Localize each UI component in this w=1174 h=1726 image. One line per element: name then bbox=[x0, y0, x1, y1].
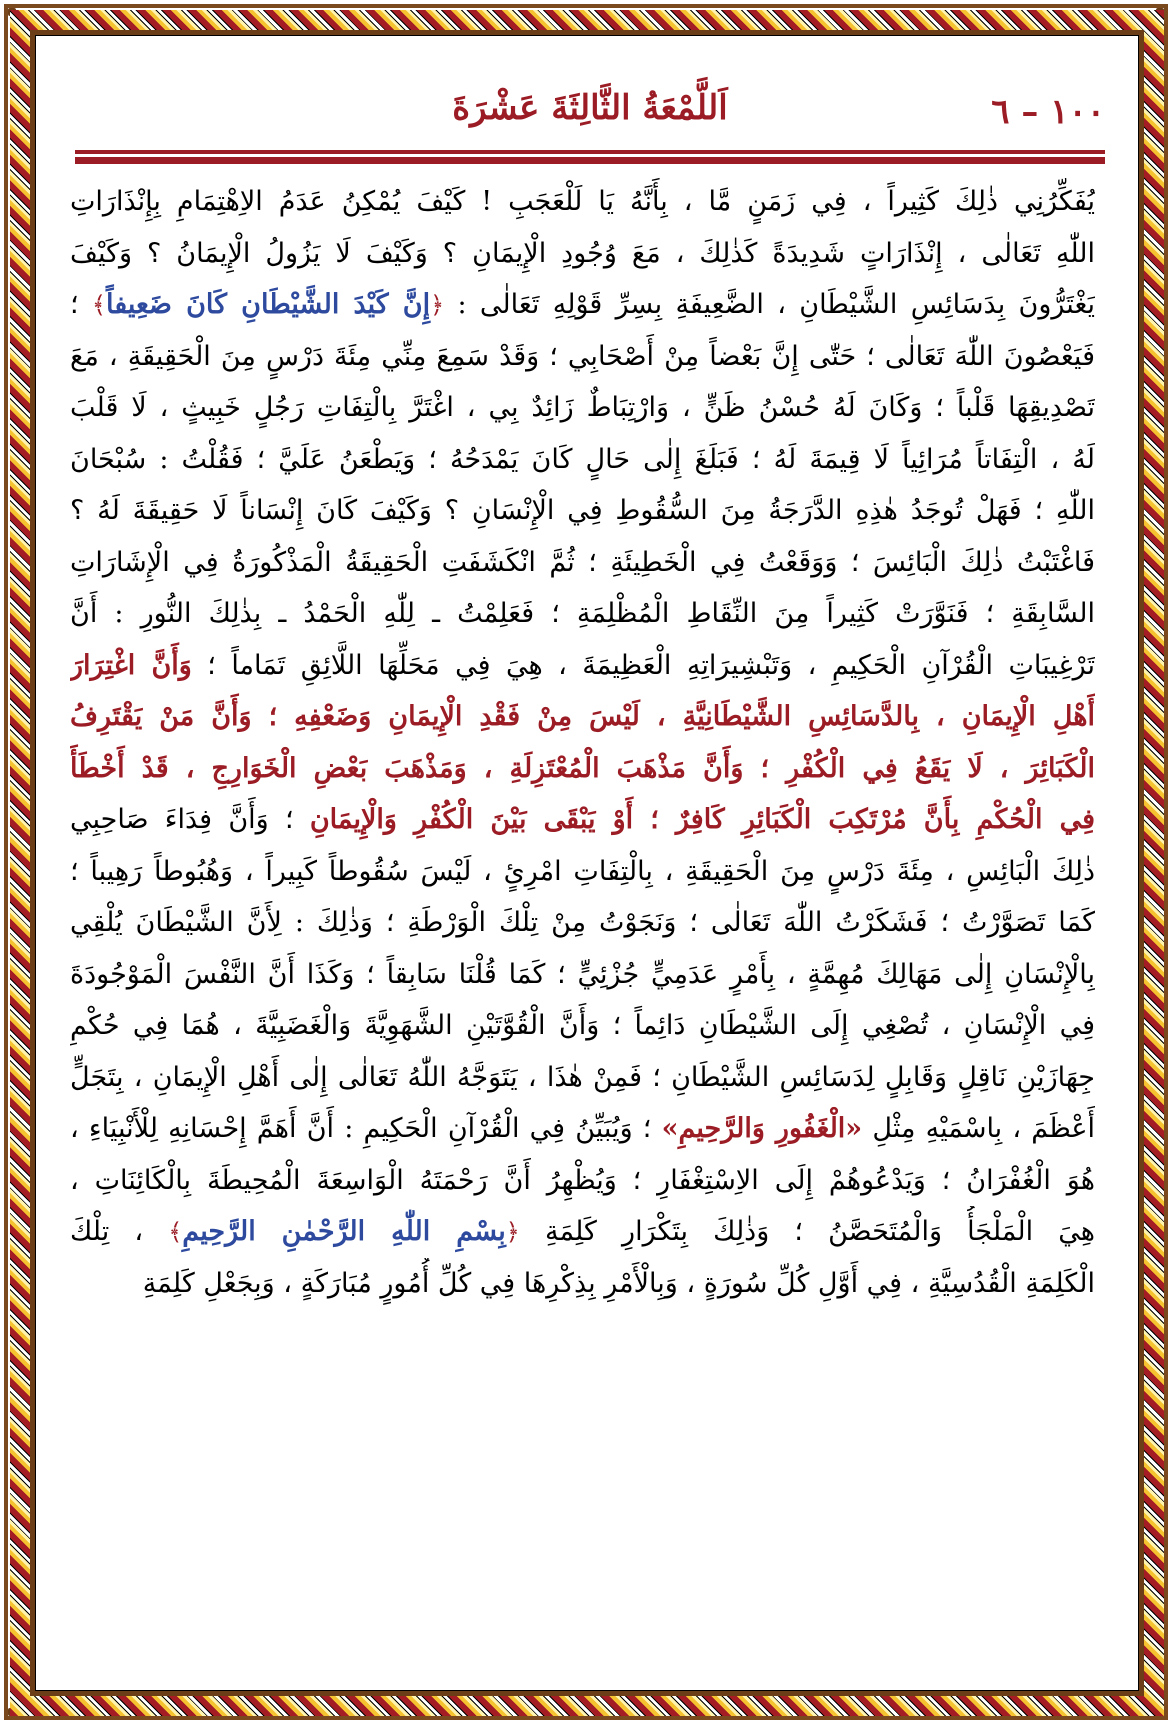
text-line bbox=[70, 691, 1095, 743]
text-line bbox=[70, 1000, 1095, 1052]
text-line bbox=[70, 1258, 1095, 1310]
text-run: تَصْدِيقِهَا قَلْباً ؛ وَكَانَ لَهُ حُسْنُ ظَنٍّ ، وَارْتِبَاطٌ زَائِدٌ بِي ، اغْتَرَّ بِالْتِفَاتِ رَجُلٍ خَبِيثٍ ، لَا قَلْبَ bbox=[70, 392, 1095, 423]
text-line bbox=[70, 331, 1095, 383]
text-line bbox=[70, 588, 1095, 640]
page-number: ١٠٠ – ٦ bbox=[991, 92, 1105, 132]
emphasis-red-run: وَأَنَّ اغْتِرَارَ bbox=[70, 649, 192, 681]
text-run: ؛ وَيُبَيِّنُ فِي الْقُرْآنِ الْحَكِيمِ : أَنَّ أَهَمَّ إِحْسَانِهِ لِلْأَنْبِيَاءِ ، bbox=[70, 1113, 662, 1144]
text-line bbox=[70, 794, 1095, 846]
text-run: أَعْظَمَ ، بِاسْمَيْهِ مِثْلِ bbox=[862, 1113, 1095, 1144]
text-run: كَمَا تَصَوَّرْتُ ؛ فَشَكَرْتُ اللّٰهَ تَعَالٰى ؛ وَنَجَوْتُ مِنْ تِلْكَ الْوَرْطَةِ ؛ وَذٰلِكَ : لِأَنَّ الشَّيْطَانَ يُلْقِي bbox=[70, 907, 1095, 938]
text-run: اللّٰهِ ؛ فَهَلْ تُوجَدُ هٰذِهِ الدَّرَجَةُ مِنَ السُّقُوطِ فِي الْإِنْسَانِ ؟ وَكَيْفَ كَانَ إِنْسَاناً لَا حَقِيقَةَ لَهُ ؟ bbox=[70, 495, 1095, 526]
text-line bbox=[70, 176, 1095, 228]
emphasis-red-run: «الْغَفُورِ وَالرَّحِيمِ» bbox=[661, 1113, 863, 1144]
text-run: ؛ وَأَنَّ فِدَاءَ صَاحِبِي bbox=[70, 804, 310, 835]
text-run: ذٰلِكَ الْبَائِسِ ، مِئَةَ دَرْسٍ مِنَ الْحَقِيقَةِ ، بِالْتِفَاتِ امْرِئٍ ، لَيْسَ سُقُوطاً كَبِيراً ، وَهُبُوطاً رَهِيباً ؛ bbox=[70, 855, 1095, 887]
basmala-run: بِسْمِ اللّٰهِ الرَّحْمٰنِ الرَّحِيمِ bbox=[182, 1216, 506, 1247]
text-line bbox=[70, 897, 1095, 949]
page-header bbox=[75, 88, 1105, 144]
text-run: ، تِلْكَ bbox=[70, 1216, 169, 1247]
text-line bbox=[70, 846, 1095, 898]
chapter-title: اَللَّمْعَةُ الثَّالِثَةَ عَشْرَةَ bbox=[452, 88, 728, 128]
text-run: ؛ bbox=[70, 289, 92, 320]
quran-ornament-bracket: ﴾ bbox=[91, 291, 106, 319]
text-run: هِيَ الْمَلْجَأُ وَالْمُتَحَصَّنُ ؛ وَذٰلِكَ بِتَكْرَارِ كَلِمَةِ bbox=[519, 1216, 1095, 1247]
text-run: هُوَ الْغُفْرَانُ ؛ وَيَدْعُوهُمْ إِلَى الاِسْتِغْفَارِ ؛ وَيُظْهِرُ أَنَّ رَحْمَتَهُ الْوَاسِعَةَ الْمُحِيطَةَ بِالْكَائِنَاتِ ، bbox=[70, 1164, 1095, 1196]
text-run: فِي الْإِنْسَانِ ، تُصْغِي إِلَى الشَّيْطَانِ دَائِماً ؛ وَأَنَّ الْقُوَّتَيْنِ الشَّهَوِيَّةَ وَالْغَضَبِيَّةَ ، هُمَا فِي حُكْمِ bbox=[70, 1010, 1095, 1041]
text-run: فَاغْتَبْتُ ذٰلِكَ الْبَائِسَ ؛ وَوَقَعْتُ فِي الْخَطِيئَةِ ؛ ثُمَّ انْكَشَفَتِ الْحَقِيقَةُ الْمَذْكُورَةُ فِي الْإِشَارَاتِ bbox=[70, 546, 1095, 578]
body-text bbox=[70, 176, 1095, 1309]
text-line bbox=[70, 434, 1095, 486]
emphasis-red-run: أَهْلِ الْإِيمَانِ ، بِالدَّسَائِسِ الشَّيْطَانِيَّةِ ، لَيْسَ مِنْ فَقْدِ الْإِيمَانِ وَضَعْفِهِ ؛ وَأَنَّ مَنْ يَقْتَرِفُ bbox=[70, 701, 1095, 732]
text-line bbox=[70, 1103, 1095, 1155]
text-run: يُفَكِّرُنِي ذٰلِكَ كَثِيراً ، فِي زَمَنٍ مَّا ، بِأَنَّهُ يَا لَلْعَجَبِ ! كَيْفَ يُمْكِنُ عَدَمُ الاِهْتِمَامِ بِإِنْذَارَاتِ bbox=[70, 186, 1095, 217]
text-line bbox=[70, 743, 1095, 795]
text-run: السَّابِقَةِ ؛ فَنَوَّرَتْ كَثِيراً مِنَ النِّقَاطِ الْمُظْلِمَةِ ؛ فَعَلِمْتُ ـ لِلّٰهِ الْحَمْدُ ـ بِذٰلِكَ النُّورِ : أَنَّ bbox=[70, 598, 1095, 629]
text-run: الْكَلِمَةِ الْقُدُسِيَّةِ ، فِي أَوَّلِ كُلِّ سُورَةٍ ، وَبِالْأَمْرِ بِذِكْرِهَا فِي كُلِّ أُمُورٍ مُبَارَكَةٍ ، وَبِجَعْلِ كَلِمَةِ bbox=[142, 1267, 1095, 1299]
quran-ornament-bracket: ﴿ bbox=[430, 291, 445, 319]
quran-ornament-bracket: ﴾ bbox=[168, 1218, 183, 1246]
quran-ornament-bracket: ﴿ bbox=[505, 1218, 520, 1246]
text-line bbox=[70, 949, 1095, 1001]
text-line bbox=[70, 1155, 1095, 1207]
quran-verse-run: إِنَّ كَيْدَ الشَّيْطَانِ كَانَ ضَعِيفاً bbox=[105, 289, 431, 320]
text-run: اللّٰهِ تَعَالٰى ، إِنْذَارَاتٍ شَدِيدَةً كَذٰلِكَ ، مَعَ وُجُودِ الْإِيمَانِ ؟ وَكَيْفَ لَا يَزُولُ الْإِيمَانُ ؟ وَكَيْفَ bbox=[70, 237, 1095, 269]
text-line bbox=[70, 640, 1095, 692]
text-run: بِالْإِنْسَانِ إِلٰى مَهَالِكَ مُهِمَّةٍ ، بِأَمْرٍ عَدَمِيٍّ جُزْئِيٍّ ؛ كَمَا قُلْنَا سَابِقاً ؛ وَكَذَا أَنَّ النَّفْسَ الْمَوْجُودَةَ bbox=[70, 958, 1095, 990]
text-line bbox=[70, 1206, 1095, 1258]
text-run: تَرْغِيبَاتِ الْقُرْآنِ الْحَكِيمِ ، وَتَبْشِيرَاتِهِ الْعَظِيمَةَ ، هِيَ فِي مَحَلِّهَا اللَّائِقِ تَمَاماً ؛ bbox=[191, 649, 1095, 681]
emphasis-red-run: فِي الْحُكْمِ بِأَنَّ مُرْتَكِبَ الْكَبَائِرِ كَافِرٌ ؛ أَوْ يَبْقَى بَيْنَ الْكُفْرِ وَالْإِيمَانِ bbox=[309, 804, 1095, 835]
header-rule-thin bbox=[75, 150, 1105, 154]
text-run: فَيَعْصُونَ اللّٰهَ تَعَالٰى ؛ حَتّٰى إِنَّ بَعْضاً مِنْ أَصْحَابِي ؛ وَقَدْ سَمِعَ مِنِّي مِئَةَ دَرْسٍ مِنَ الْحَقِيقَةِ ، مَعَ bbox=[70, 340, 1095, 372]
text-line bbox=[70, 485, 1095, 537]
text-line bbox=[70, 228, 1095, 280]
text-run: يَغْتَرُّونَ بِدَسَائِسِ الشَّيْطَانِ ، الضَّعِيفَةِ بِسِرِّ قَوْلِهِ تَعَالٰى : bbox=[444, 289, 1095, 320]
text-line bbox=[70, 279, 1095, 331]
text-run: جِهَازَيْنِ نَاقِلٍ وَقَابِلٍ لِدَسَائِسِ الشَّيْطَانِ ؛ فَمِنْ هٰذَا ، يَتَوَجَّهُ اللّٰهُ تَعَالٰى إِلٰى أَهْلِ الْإِيمَانِ ، بِتَجَلٍّ bbox=[70, 1061, 1095, 1093]
text-line bbox=[70, 537, 1095, 589]
text-line bbox=[70, 1052, 1095, 1104]
text-run: لَهُ ، الْتِفَاتاً مُرَائِياً لَا قِيمَةَ لَهُ ؛ فَبَلَغَ إِلٰى حَالٍ كَانَ يَمْدَحُهُ ؛ وَيَطْعَنُ عَلَيَّ ؛ فَقُلْتُ : سُبْحَانَ bbox=[70, 443, 1095, 475]
text-line bbox=[70, 382, 1095, 434]
header-rule-thick bbox=[75, 157, 1105, 164]
emphasis-red-run: الْكَبَائِرَ ، لَا يَقَعُ فِي الْكُفْرِ ؛ وَأَنَّ مَذْهَبَ الْمُعْتَزِلَةِ ، وَمَذْهَبَ بَعْضِ الْخَوَارِجِ ، قَدْ أَخْطَأَ bbox=[70, 752, 1095, 784]
